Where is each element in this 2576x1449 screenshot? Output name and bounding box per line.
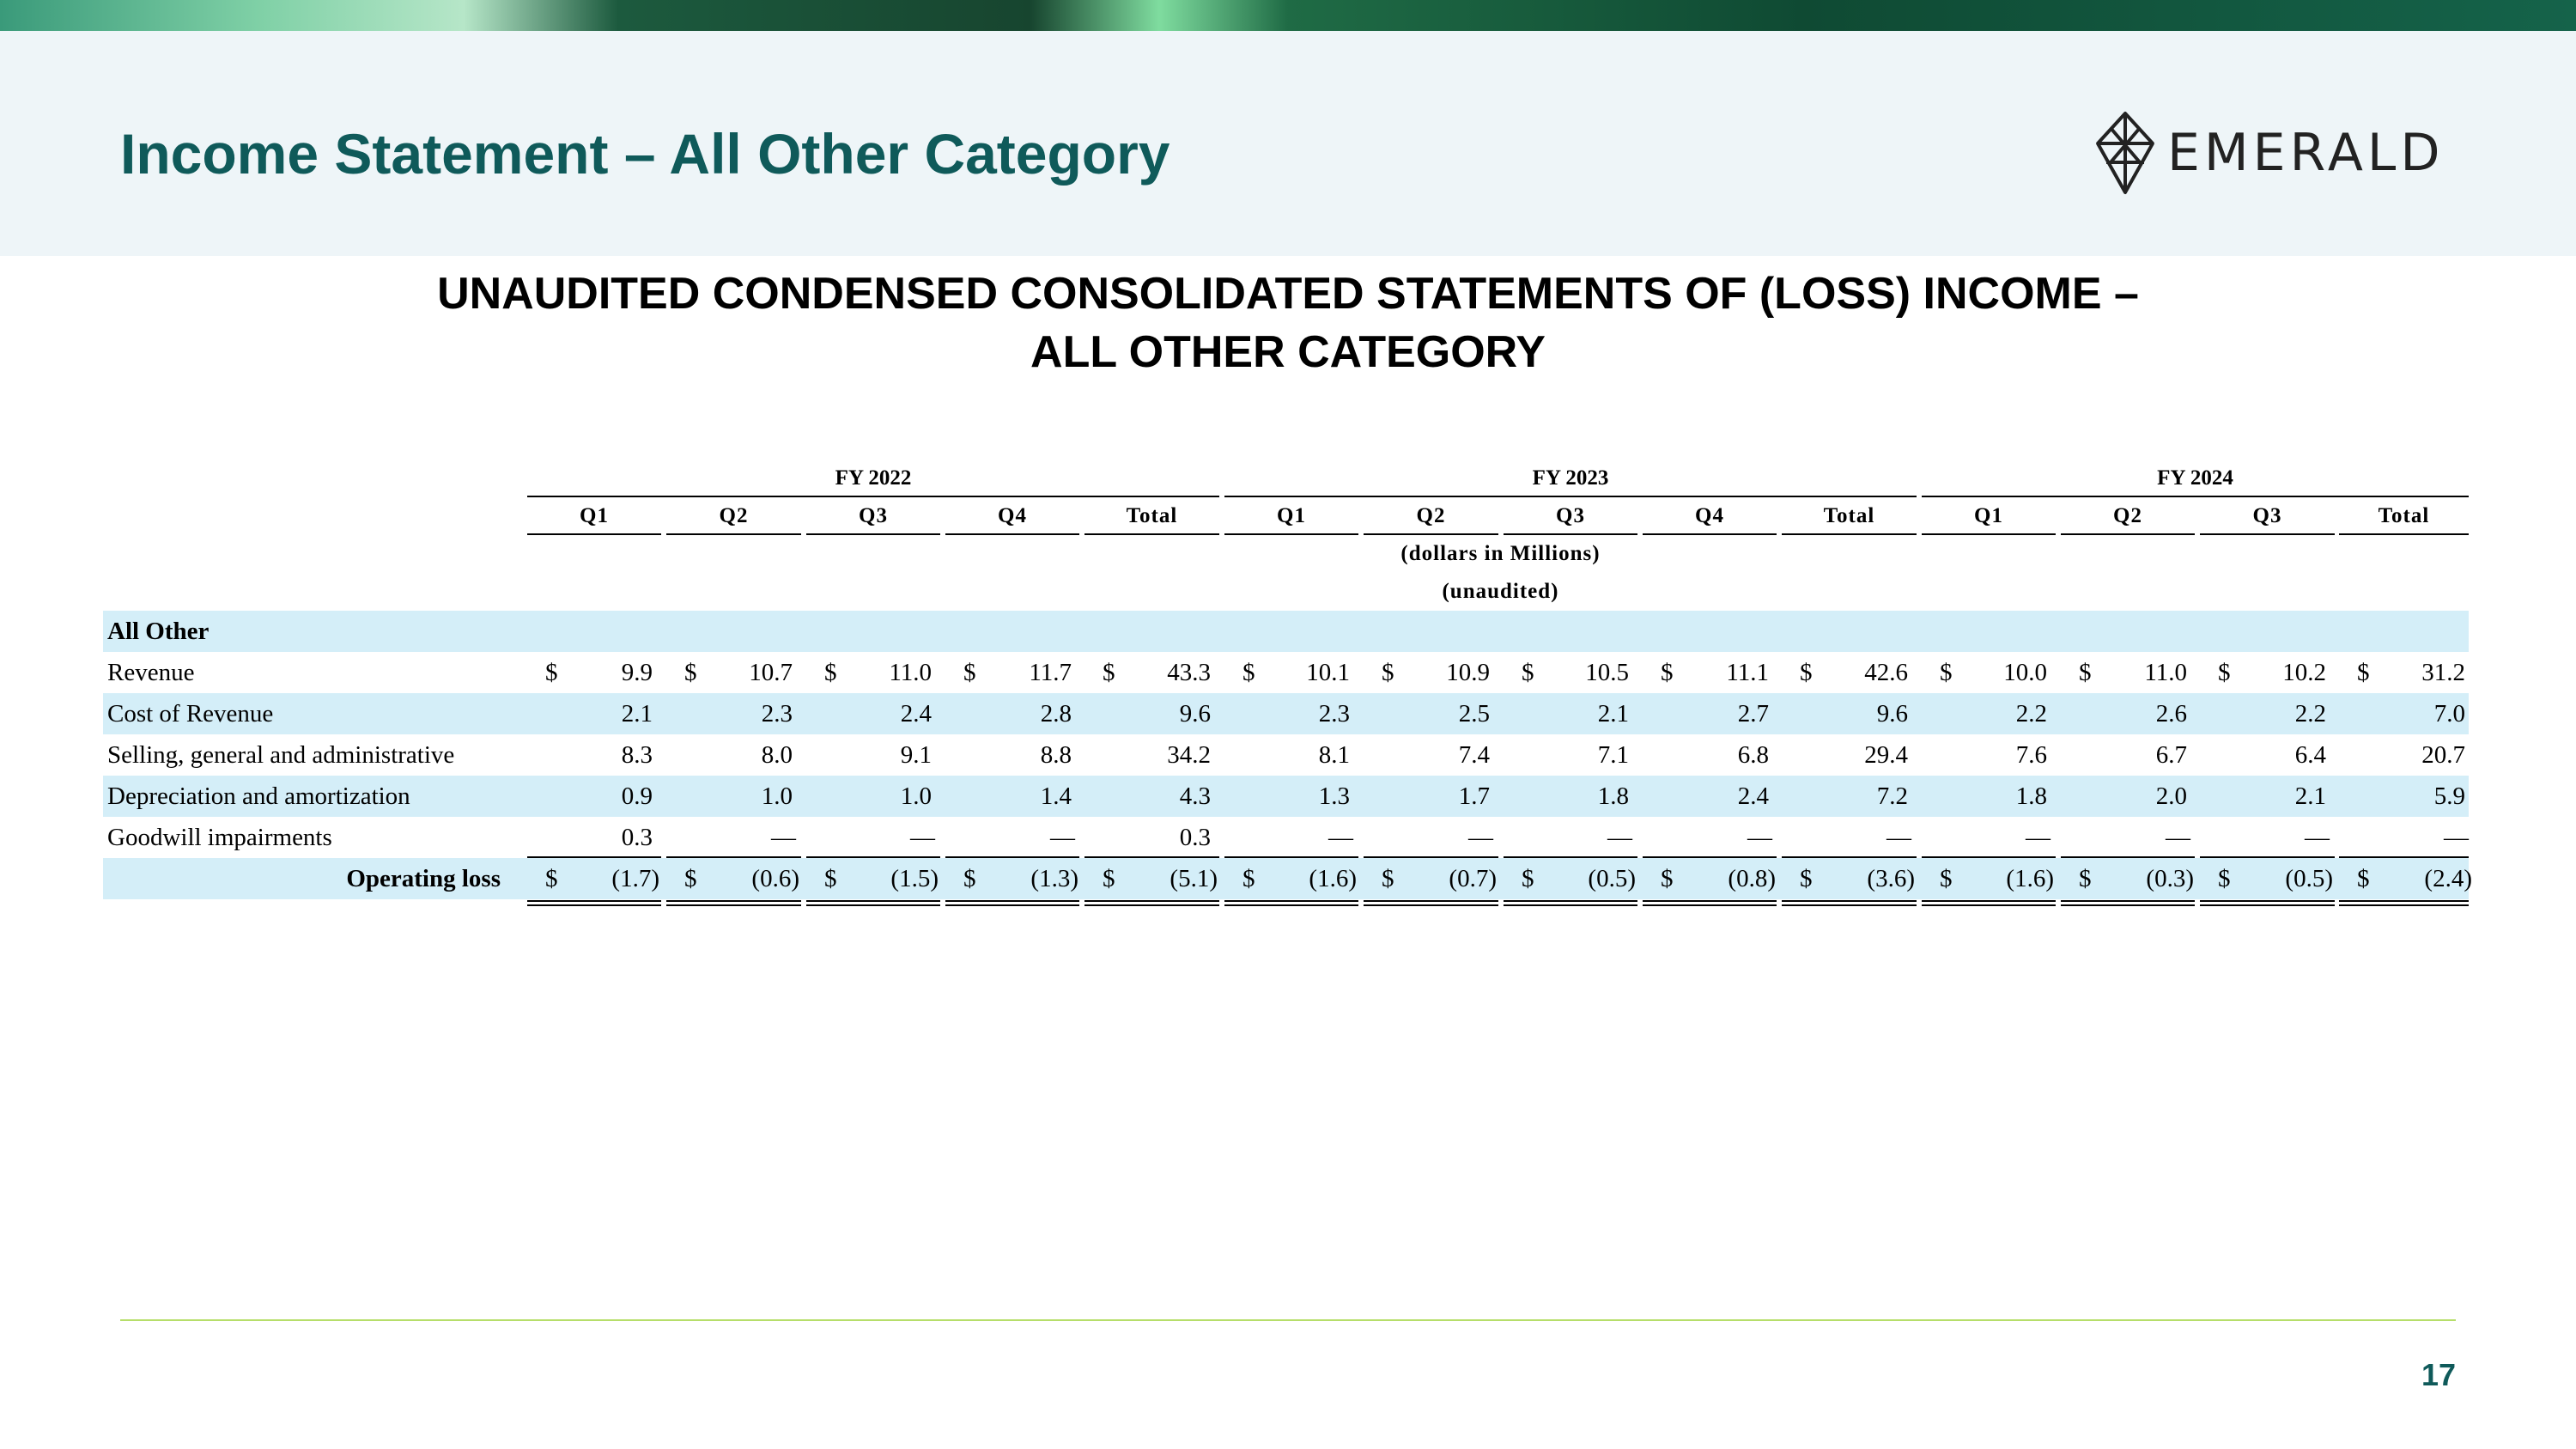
table-cell: 7.1 — [1597, 741, 1629, 769]
table-cell: (1.7) — [611, 865, 659, 892]
units-note: (dollars in Millions) — [1400, 542, 1601, 565]
double-rule-top — [1364, 900, 1498, 902]
table-cell: 2.2 — [2015, 700, 2047, 728]
table-cell: 2.8 — [1040, 700, 1072, 728]
table-cell: — — [1886, 824, 1911, 851]
table-cell: 4.3 — [1179, 782, 1211, 810]
table-cell: 1.8 — [1597, 782, 1629, 810]
table-cell: 0.3 — [621, 824, 653, 851]
table-cell: 11.0 — [2144, 659, 2187, 686]
table-cell: 1.3 — [1318, 782, 1350, 810]
currency-symbol: $ — [1940, 865, 1953, 892]
statement-subtitle — [0, 265, 2576, 381]
logo-text: EMERALD — [2167, 123, 2445, 183]
table-cell: (1.6) — [1309, 865, 1357, 892]
double-rule-top — [1922, 900, 2056, 902]
table-cell: (0.7) — [1449, 865, 1497, 892]
table-cell: 10.5 — [1585, 659, 1629, 686]
column-header: Q4 — [1695, 504, 1724, 527]
column-header: Total — [1126, 504, 1178, 527]
table-cell: 1.7 — [1458, 782, 1490, 810]
table-cell: (0.6) — [751, 865, 799, 892]
double-rule-bottom — [1224, 904, 1358, 906]
column-header: Q3 — [2252, 504, 2282, 527]
table-cell: 8.1 — [1318, 741, 1350, 769]
top-gradient-bar — [0, 0, 2576, 31]
currency-symbol: $ — [2218, 659, 2231, 686]
table-row — [103, 693, 2469, 734]
page-number: 17 — [2421, 1357, 2456, 1392]
table-cell: 7.6 — [2015, 741, 2047, 769]
unaudited-note: (unaudited) — [1442, 580, 1559, 603]
currency-symbol: $ — [545, 865, 558, 892]
subtitle-line-1: UNAUDITED CONDENSED CONSOLIDATED STATEMENTS OF (LOSS) INCOME – — [437, 269, 2139, 319]
currency-symbol: $ — [2079, 659, 2092, 686]
table-cell: — — [771, 824, 796, 851]
double-rule-bottom — [1643, 904, 1777, 906]
table-cell: 2.5 — [1458, 700, 1490, 728]
double-rule-top — [666, 900, 801, 902]
fiscal-year-label: FY 2024 — [2157, 466, 2233, 490]
double-rule-top — [2200, 900, 2335, 902]
table-cell: 1.0 — [900, 782, 932, 810]
table-cell: (2.4) — [2424, 865, 2472, 892]
table-cell: 2.1 — [2294, 782, 2326, 810]
row-label: Goodwill impairments — [107, 824, 332, 851]
table-cell: (1.3) — [1030, 865, 1078, 892]
table-cell: 10.0 — [2003, 659, 2047, 686]
column-header: Q2 — [1416, 504, 1446, 527]
double-rule-top — [2061, 900, 2195, 902]
column-header: Total — [1823, 504, 1875, 527]
row-label: Operating loss — [346, 865, 501, 892]
double-rule-top — [806, 900, 940, 902]
column-header: Total — [2378, 504, 2430, 527]
table-cell: 0.9 — [621, 782, 653, 810]
table-cell: 7.2 — [1876, 782, 1908, 810]
table-cell: 6.8 — [1737, 741, 1769, 769]
column-header: Q1 — [1277, 504, 1306, 527]
row-label: Selling, general and administrative — [107, 741, 455, 769]
table-cell: — — [2305, 824, 2330, 851]
column-header: Q4 — [998, 504, 1027, 527]
table-cell: 10.2 — [2282, 659, 2326, 686]
table-cell: 7.4 — [1458, 741, 1490, 769]
currency-symbol: $ — [1103, 865, 1115, 892]
currency-symbol: $ — [2218, 865, 2231, 892]
table-cell: 11.7 — [1029, 659, 1072, 686]
currency-symbol: $ — [2357, 659, 2370, 686]
fiscal-year-label: FY 2023 — [1532, 466, 1609, 490]
table-cell: 1.4 — [1040, 782, 1072, 810]
table-cell: — — [1607, 824, 1632, 851]
row-label: Cost of Revenue — [107, 700, 274, 728]
table-cell: 34.2 — [1167, 741, 1211, 769]
table-cell: 9.1 — [900, 741, 932, 769]
column-header: Q3 — [859, 504, 888, 527]
currency-symbol: $ — [684, 659, 697, 686]
currency-symbol: $ — [1242, 659, 1255, 686]
currency-symbol: $ — [1661, 865, 1674, 892]
page-title: Income Statement – All Other Category — [120, 122, 1170, 186]
currency-symbol: $ — [1522, 865, 1534, 892]
double-rule-bottom — [527, 904, 661, 906]
table-cell: (1.5) — [890, 865, 939, 892]
section-label: All Other — [107, 618, 210, 645]
double-rule-top — [527, 900, 661, 902]
column-header: Q1 — [580, 504, 609, 527]
currency-symbol: $ — [824, 865, 837, 892]
double-rule-bottom — [2339, 904, 2469, 906]
footer-divider — [120, 1319, 2456, 1321]
table-cell: 31.2 — [2421, 659, 2465, 686]
column-header: Q2 — [719, 504, 749, 527]
double-rule-bottom — [666, 904, 801, 906]
double-rule-top — [1643, 900, 1777, 902]
double-rule-bottom — [1364, 904, 1498, 906]
table-cell: 11.1 — [1726, 659, 1769, 686]
table-cell: 11.0 — [889, 659, 932, 686]
table-cell: 2.1 — [1597, 700, 1629, 728]
table-cell: 2.1 — [621, 700, 653, 728]
quarter-header-row — [103, 497, 2469, 535]
currency-symbol: $ — [2357, 865, 2370, 892]
section-row-all-other — [103, 611, 2469, 652]
table-row — [103, 652, 2469, 693]
table-cell: 7.0 — [2433, 700, 2465, 728]
table-cell: 0.3 — [1179, 824, 1211, 851]
table-cell: (0.8) — [1728, 865, 1776, 892]
table-cell: — — [1328, 824, 1353, 851]
table-cell: 2.0 — [2155, 782, 2187, 810]
table-cell: — — [1747, 824, 1772, 851]
currency-symbol: $ — [1940, 659, 1953, 686]
table-cell: 1.8 — [2015, 782, 2047, 810]
table-cell: — — [910, 824, 935, 851]
table-cell: (0.5) — [2285, 865, 2333, 892]
table-cell: 8.8 — [1040, 741, 1072, 769]
income-statement-table — [103, 460, 2472, 899]
currency-symbol: $ — [1103, 659, 1115, 686]
table-cell: 5.9 — [2433, 782, 2465, 810]
table-cell: 42.6 — [1864, 659, 1908, 686]
table-cell: 6.7 — [2155, 741, 2187, 769]
double-rule-top — [2339, 900, 2469, 902]
currency-symbol: $ — [1242, 865, 1255, 892]
table-row — [103, 734, 2469, 776]
currency-symbol: $ — [1382, 659, 1394, 686]
table-cell: — — [2444, 824, 2469, 851]
double-rule-bottom — [1084, 904, 1219, 906]
double-rule-top — [1504, 900, 1637, 902]
operating-loss-row — [103, 858, 2472, 899]
table-row — [103, 776, 2469, 817]
double-rule-bottom — [806, 904, 940, 906]
table-cell: 2.4 — [1737, 782, 1769, 810]
table-cell: 29.4 — [1864, 741, 1908, 769]
double-rule-top — [945, 900, 1079, 902]
fiscal-year-label: FY 2022 — [835, 466, 912, 490]
unaudited-note-row — [103, 573, 2469, 611]
table-cell: 2.7 — [1737, 700, 1769, 728]
row-label: Depreciation and amortization — [107, 782, 410, 810]
double-rule-top — [1782, 900, 1917, 902]
currency-symbol: $ — [1382, 865, 1394, 892]
double-rule-bottom — [945, 904, 1079, 906]
double-rule-bottom — [1922, 904, 2056, 906]
table-cell: — — [1468, 824, 1493, 851]
currency-symbol: $ — [1800, 659, 1813, 686]
currency-symbol: $ — [2079, 865, 2092, 892]
subtitle-line-2: ALL OTHER CATEGORY — [1030, 327, 1546, 377]
table-cell: — — [2166, 824, 2190, 851]
table-cell: 20.7 — [2421, 741, 2465, 769]
table-cell: 2.6 — [2155, 700, 2187, 728]
table-cell: 2.3 — [1318, 700, 1350, 728]
currency-symbol: $ — [684, 865, 697, 892]
currency-symbol: $ — [963, 865, 976, 892]
table-cell: 2.3 — [761, 700, 793, 728]
currency-symbol: $ — [1661, 659, 1674, 686]
currency-symbol: $ — [963, 659, 976, 686]
table-cell: 9.6 — [1876, 700, 1908, 728]
emerald-gem-icon — [2095, 111, 2155, 195]
double-rule-bottom — [1504, 904, 1637, 906]
row-label: Revenue — [107, 659, 195, 686]
table-cell: 6.4 — [2294, 741, 2326, 769]
table-cell: 9.9 — [621, 659, 653, 686]
emerald-logo — [2095, 108, 2445, 198]
table-cell: — — [2026, 824, 2050, 851]
table-cell: 10.9 — [1446, 659, 1490, 686]
table-cell: 8.0 — [761, 741, 793, 769]
table-cell: — — [1050, 824, 1075, 851]
currency-symbol: $ — [1800, 865, 1813, 892]
table-cell: (0.3) — [2146, 865, 2194, 892]
double-rule-bottom — [2061, 904, 2195, 906]
column-header: Q1 — [1974, 504, 2003, 527]
double-rule-top — [1224, 900, 1358, 902]
units-note-row — [103, 535, 2469, 573]
table-cell: 10.1 — [1306, 659, 1350, 686]
table-cell: 2.4 — [900, 700, 932, 728]
double-rule-top — [1084, 900, 1219, 902]
column-header: Q3 — [1556, 504, 1585, 527]
table-cell: (5.1) — [1170, 865, 1218, 892]
table-cell: 10.7 — [749, 659, 793, 686]
currency-symbol: $ — [824, 659, 837, 686]
fiscal-year-header-row — [103, 460, 2469, 497]
table-cell: 2.2 — [2294, 700, 2326, 728]
table-row — [103, 817, 2469, 858]
table-cell: (1.6) — [2006, 865, 2054, 892]
currency-symbol: $ — [545, 659, 558, 686]
table-cell: 9.6 — [1179, 700, 1211, 728]
table-cell: 8.3 — [621, 741, 653, 769]
table-cell: (3.6) — [1867, 865, 1915, 892]
table-cell: 1.0 — [761, 782, 793, 810]
table-cell: (0.5) — [1588, 865, 1636, 892]
currency-symbol: $ — [1522, 659, 1534, 686]
double-rule-bottom — [2200, 904, 2335, 906]
table-cell: 43.3 — [1167, 659, 1211, 686]
column-header: Q2 — [2113, 504, 2142, 527]
double-rule-bottom — [1782, 904, 1917, 906]
